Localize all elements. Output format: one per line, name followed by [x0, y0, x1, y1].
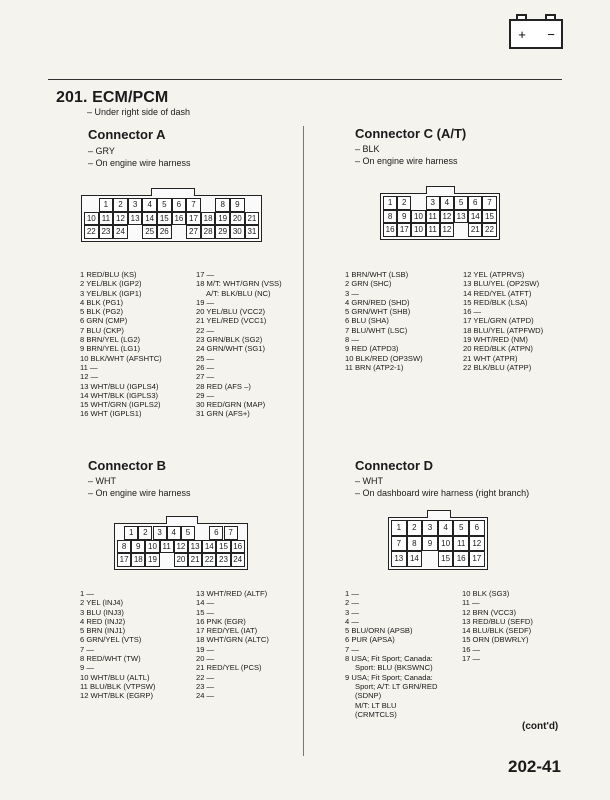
pin-entry: 8 USA; Fit Sport; Canada: [345, 654, 433, 664]
pin-entry: 7 — [345, 644, 359, 654]
pin-cell: 14 [407, 551, 423, 567]
pin-cell: 21 [188, 553, 202, 567]
pin-entry: 22 BLK/BLU (ATPP) [463, 362, 532, 372]
pin-entry: 13 WHT/RED (ALTF) [196, 589, 268, 598]
pin-entry: 2 YEL/BLK (IGP2) [80, 279, 142, 289]
pin-cell: 4 [142, 198, 157, 212]
pin-entry: 2 — [345, 598, 359, 608]
pin-entry: 12 BRN (VCC3) [462, 607, 517, 617]
pin-cell: 4 [167, 526, 181, 540]
pin-entry: 19 — [196, 297, 215, 307]
pin-entry: 5 GRN/WHT (SHB) [345, 307, 411, 317]
pin-entry: Sport; A/T: LT GRN/RED [355, 681, 438, 691]
pin-entry: 20 YEL/BLU (VCC2) [196, 307, 266, 317]
pin-entry: 22 — [196, 325, 215, 335]
pin-entry: 9 BRN/YEL (LG1) [80, 344, 141, 354]
pin-cell: 7 [224, 526, 238, 540]
pin-entry: 4 — [345, 616, 359, 626]
battery-minus: − [547, 27, 555, 42]
pin-cell: 3 [426, 196, 440, 210]
pin-entry: 1 BRN/WHT (LSB) [345, 270, 409, 279]
pin-entry: 17 — [462, 654, 481, 664]
pin-entry: 4 RED (INJ2) [80, 616, 126, 626]
pin-entry: 17 YEL/GRN (ATPD) [463, 316, 534, 326]
connector-c-pins-right [463, 270, 543, 372]
pin-cell: 8 [383, 210, 397, 224]
pin-entry: 14 RED/YEL (ATFT) [463, 288, 532, 298]
pin-entry: 7 — [80, 644, 94, 654]
pin-cell: 19 [215, 212, 230, 226]
pin-cell: 17 [397, 223, 411, 237]
pin-cell: 15 [216, 540, 230, 554]
pin-entry: 27 — [196, 372, 215, 382]
pin-cell: 10 [411, 210, 425, 224]
pin-cell: 19 [145, 553, 159, 567]
pin-entry: 12 WHT/BLK (EGRP) [80, 691, 153, 701]
pin-cell: 8 [117, 540, 131, 554]
pin-entry: 9 USA; Fit Sport; Canada: [345, 672, 433, 682]
pin-entry: 21 YEL/RED (VCC1) [196, 316, 267, 326]
pin-cell: 7 [482, 196, 496, 210]
pin-entry: 23 GRN/BLK (SG2) [196, 335, 263, 345]
pin-cell: 13 [128, 212, 143, 226]
pin-cell: 10 [411, 223, 425, 237]
pin-cell: 20 [230, 212, 245, 226]
pin-entry: Sport: BLU (BKSWNC) [355, 663, 433, 673]
pin-cell: 2 [138, 526, 152, 540]
battery-icon [507, 12, 565, 50]
pin-entry: 23 — [196, 681, 215, 691]
pin-entry: 18 M/T: WHT/GRN (VSS) [196, 279, 282, 289]
pin-cell: 10 [438, 536, 454, 552]
pin-entry: 13 WHT/BLU (IGPLS4) [80, 381, 159, 391]
pin-cell: 3 [153, 526, 167, 540]
pin-entry: 13 RED/BLU (SEFD) [462, 616, 533, 626]
pin-entry: 9 RED (ATPD3) [345, 344, 399, 354]
pin-entry: 11 BLU/BLK (VTPSW) [80, 681, 156, 691]
pin-cell: 18 [131, 553, 145, 567]
pin-entry: 6 GRN (CMP) [80, 316, 128, 326]
pin-entry: 2 YEL (INJ4) [80, 598, 124, 608]
pin-cell: 11 [426, 210, 440, 224]
pin-entry: 20 — [196, 654, 215, 664]
pin-entry: 6 GRN/YEL (VTS) [80, 635, 142, 645]
pin-cell: 17 [117, 553, 131, 567]
pin-entry: 7 BLU (CKP) [80, 325, 124, 335]
pin-entry: 14 — [196, 598, 215, 608]
pin-entry: 14 BLU/BLK (SEDF) [462, 626, 532, 636]
pin-cell: 8 [215, 198, 230, 212]
pin-entry: 20 RED/BLK (ATPN) [463, 344, 533, 354]
connector-b-pins-right [196, 589, 269, 701]
connector-b-title: Connector B [88, 458, 166, 473]
pin-entry: 28 RED (AFS –) [196, 381, 251, 391]
pin-entry: 17 — [196, 270, 215, 279]
connector-c-pins-left [345, 270, 423, 372]
pin-entry: 19 — [196, 644, 215, 654]
header-rule [48, 79, 562, 80]
pin-entry: 11 — [80, 362, 98, 372]
pin-entry: 10 BLK/RED (OP3SW) [345, 353, 423, 363]
pin-entry: 9 — [80, 663, 94, 673]
pin-entry: 26 — [196, 362, 215, 372]
connector-a-title: Connector A [88, 127, 166, 142]
pin-cell: 21 [468, 223, 482, 237]
page-number: 202-41 [508, 757, 561, 776]
pin-entry: 8 — [345, 335, 359, 345]
connector-b-attrs: – WHT – On engine wire harness [88, 476, 191, 498]
pin-cell: 24 [231, 553, 245, 567]
pin-entry: 1 — [80, 589, 94, 598]
pin-entry: 3 — [345, 607, 359, 617]
pin-cell: 12 [113, 212, 128, 226]
pin-entry: 3 YEL/BLK (IGP1) [80, 288, 142, 298]
connector-a-pins-right [196, 270, 282, 419]
pin-entry: 21 WHT (ATPR) [463, 353, 518, 363]
pin-entry: 21 RED/YEL (PCS) [196, 663, 262, 673]
connector-latch [166, 516, 199, 524]
pin-entry: A/T: BLK/BLU (NC) [206, 288, 271, 298]
pin-entry: 6 BLU (SHA) [345, 316, 389, 326]
pin-entry: 16 WHT (IGPLS1) [80, 409, 142, 419]
section-title: 201. ECM/PCM [56, 89, 169, 106]
pin-cell: 16 [172, 212, 187, 226]
pin-entry: 1 — [345, 589, 359, 598]
pin-entry: 8 RED/WHT (TW) [80, 654, 141, 664]
pin-cell: 6 [468, 196, 482, 210]
pin-entry: 16 — [463, 307, 482, 317]
pin-cell: 22 [482, 223, 496, 237]
pin-cell: 31 [245, 225, 260, 239]
pin-entry: 15 WHT/GRN (IGPLS2) [80, 400, 161, 410]
connector-d-pins-right [462, 589, 533, 663]
pin-entry: 24 GRN/WHT (SG1) [196, 344, 266, 354]
pin-entry: 12 YEL (ATPRVS) [463, 270, 525, 279]
pin-cell: 26 [157, 225, 172, 239]
pin-entry: 8 BRN/YEL (LG2) [80, 335, 141, 345]
pin-cell: 1 [391, 520, 407, 536]
pin-cell: 11 [160, 540, 174, 554]
pin-cell: 5 [454, 196, 468, 210]
pin-entry: 19 WHT/RED (NM) [463, 335, 528, 345]
continued-note: (cont'd) [522, 721, 559, 732]
pin-entry: 11 BRN (ATP2-1) [345, 362, 404, 372]
pin-cell: 13 [391, 551, 407, 567]
pin-cell: 22 [202, 553, 216, 567]
pin-cell: 6 [209, 526, 223, 540]
pin-entry: 29 — [196, 390, 215, 400]
pin-entry: 16 PNK (EGR) [196, 616, 246, 626]
pin-cell: 27 [186, 225, 201, 239]
pin-cell: 12 [174, 540, 188, 554]
pin-cell: 9 [422, 536, 438, 552]
pin-cell: 15 [438, 551, 454, 567]
pin-entry: 31 GRN (AFS+) [196, 409, 250, 419]
pin-cell: 18 [201, 212, 216, 226]
pin-entry: 22 — [196, 672, 215, 682]
pin-cell: 3 [128, 198, 143, 212]
pin-cell: 29 [215, 225, 230, 239]
pin-entry: 1 RED/BLU (KS) [80, 270, 137, 279]
pin-cell: 7 [186, 198, 201, 212]
pin-cell: 11 [426, 223, 440, 237]
pin-cell: 2 [407, 520, 423, 536]
pin-cell: 20 [174, 553, 188, 567]
pin-cell: 14 [202, 540, 216, 554]
pin-cell: 5 [157, 198, 172, 212]
pin-entry: 14 WHT/BLK (IGPLS3) [80, 390, 159, 400]
pin-cell: 13 [188, 540, 202, 554]
connector-d-pins-left [345, 589, 437, 719]
connector-a-pins-left [80, 270, 162, 419]
pin-cell: 15 [157, 212, 172, 226]
pin-entry: 2 GRN (SHC) [345, 279, 392, 289]
pin-entry: 5 BLU/ORN (APSB) [345, 626, 413, 636]
pin-cell: 11 [453, 536, 469, 552]
connector-d-title: Connector D [355, 458, 433, 473]
pin-cell: 3 [422, 520, 438, 536]
pin-entry: 18 WHT/GRN (ALTC) [196, 635, 269, 645]
pin-cell: 2 [113, 198, 128, 212]
pin-entry: 16 — [462, 644, 481, 654]
pin-cell: 9 [131, 540, 145, 554]
pin-cell: 1 [99, 198, 114, 212]
connector-d-attrs: – WHT – On dashboard wire harness (right branch) [355, 476, 530, 498]
pin-entry: 10 WHT/BLU (ALTL) [80, 672, 150, 682]
pin-cell: 12 [440, 210, 454, 224]
pin-entry: 11 — [462, 598, 480, 608]
pin-cell: 10 [145, 540, 159, 554]
pin-entry: 24 — [196, 691, 215, 701]
pin-cell: 7 [391, 536, 407, 552]
connector-a-attrs: – GRY – On engine wire harness [88, 146, 191, 168]
pin-entry: M/T: LT BLU [355, 700, 397, 710]
battery-plus: + [518, 27, 526, 42]
pin-cell: 6 [469, 520, 485, 536]
pin-cell: 17 [469, 551, 485, 567]
pin-entry: 13 BLU/YEL (OP2SW) [463, 279, 540, 289]
pin-cell: 23 [216, 553, 230, 567]
pin-entry: 5 BLK (PG2) [80, 307, 124, 317]
pin-cell: 23 [99, 225, 114, 239]
pin-cell: 14 [142, 212, 157, 226]
pin-entry: 25 — [196, 353, 215, 363]
pin-cell: 4 [440, 196, 454, 210]
pin-cell: 11 [99, 212, 114, 226]
pin-cell: 25 [142, 225, 157, 239]
connector-latch [427, 510, 451, 518]
connector-c-title: Connector C (A/T) [355, 126, 467, 141]
pin-cell: 9 [397, 210, 411, 224]
connector-latch [426, 186, 455, 194]
pin-cell: 12 [469, 536, 485, 552]
pin-cell: 14 [468, 210, 482, 224]
pin-cell: 28 [201, 225, 216, 239]
pin-entry: 3 — [345, 288, 359, 298]
pin-entry: 4 BLK (PG1) [80, 297, 124, 307]
connector-c-attrs: – BLK – On engine wire harness [355, 144, 458, 166]
pin-cell: 13 [454, 210, 468, 224]
pin-entry: 30 RED/GRN (MAP) [196, 400, 266, 410]
pin-entry: 10 BLK (SG3) [462, 589, 510, 598]
pin-cell: 16 [453, 551, 469, 567]
pin-entry: (CRMTCLS) [355, 709, 397, 719]
pin-entry: 15 ORN (DBWRLY) [462, 635, 529, 645]
pin-entry: 4 GRN/RED (SHD) [345, 297, 410, 307]
pin-cell: 1 [124, 526, 138, 540]
pin-cell: 9 [230, 198, 245, 212]
pin-entry: 6 PUR (APSA) [345, 635, 395, 645]
pin-entry: 15 — [196, 607, 215, 617]
pin-cell: 8 [407, 536, 423, 552]
pin-entry: 3 BLU (INJ3) [80, 607, 124, 617]
pin-entry: 10 BLK/WHT (AFSHTC) [80, 353, 162, 363]
pin-entry: 18 BLU/YEL (ATPFWD) [463, 325, 544, 335]
pin-cell: 10 [84, 212, 99, 226]
pin-cell: 4 [438, 520, 454, 536]
pin-cell: 30 [230, 225, 245, 239]
column-divider [303, 126, 304, 756]
pin-entry: 12 — [80, 372, 99, 382]
pin-cell: 5 [453, 520, 469, 536]
connector-latch [151, 188, 195, 196]
pin-cell: 2 [397, 196, 411, 210]
pin-entry: 15 RED/BLK (LSA) [463, 297, 528, 307]
connector-b-pins-left [80, 589, 155, 701]
pin-entry: 5 BRN (INJ1) [80, 626, 126, 636]
pin-cell: 22 [84, 225, 99, 239]
pin-cell: 17 [186, 212, 201, 226]
pin-entry: 17 RED/YEL (IAT) [196, 626, 258, 636]
pin-entry: (SDNP) [355, 691, 382, 701]
pin-cell: 1 [383, 196, 397, 210]
pin-entry: 7 BLU/WHT (LSC) [345, 325, 408, 335]
pin-cell: 15 [482, 210, 496, 224]
pin-cell: 12 [440, 223, 454, 237]
location-note: – Under right side of dash [87, 107, 191, 117]
pin-cell: 24 [113, 225, 128, 239]
pin-cell: 16 [231, 540, 245, 554]
pin-cell: 16 [383, 223, 397, 237]
pin-cell: 6 [172, 198, 187, 212]
pin-cell: 21 [245, 212, 260, 226]
pin-cell: 5 [181, 526, 195, 540]
